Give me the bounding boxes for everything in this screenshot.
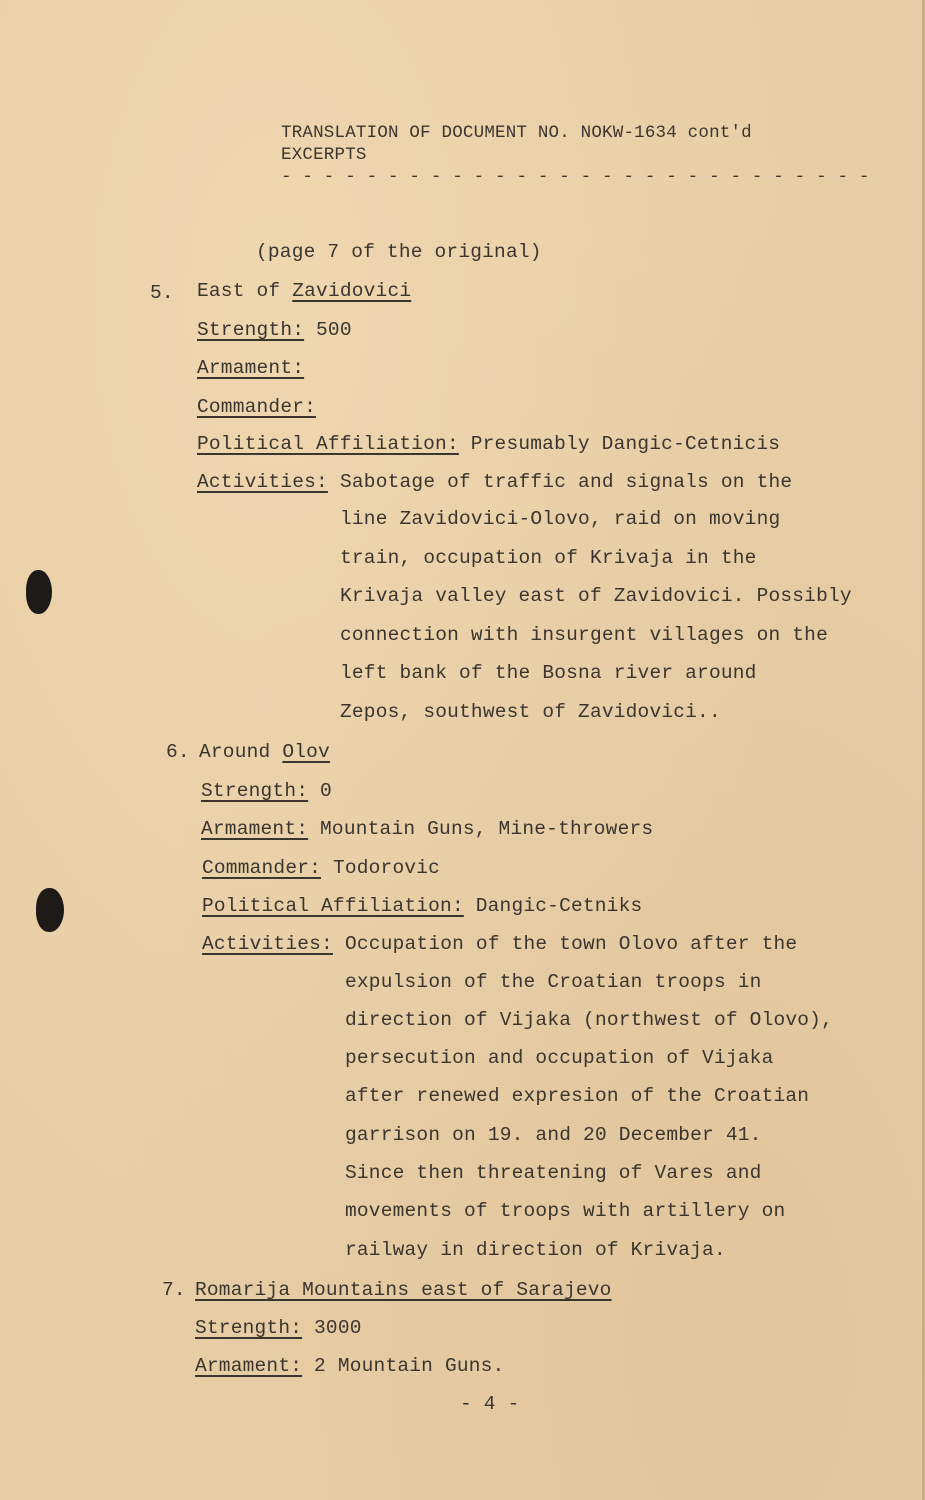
strength-value: 500 — [316, 319, 352, 341]
section-6-number: 6. — [166, 741, 190, 763]
commander-value: Todorovic — [332, 857, 441, 879]
title-prefix: Around — [199, 741, 271, 763]
header-rule: - - - - - - - - - - - - - - - - - - - - - - - - - - - - — [281, 167, 870, 187]
document-subtitle: EXCERPTS — [281, 145, 367, 165]
section-5-armament — [197, 357, 304, 379]
activity-line: direction of Vijaka (northwest of Olovo), — [345, 1009, 833, 1031]
strength-label: Strength: — [197, 319, 305, 341]
strength-value: 3000 — [314, 1317, 362, 1339]
armament-label: Armament: — [197, 357, 305, 379]
activity-line: connection with insurgent villages on the — [340, 624, 828, 646]
section-7-strength — [195, 1317, 362, 1339]
activity-line: train, occupation of Krivaja in the — [340, 547, 757, 569]
section-6-title — [199, 741, 330, 763]
activity-line: Sabotage of traffic and signals on the — [340, 471, 793, 493]
commander-label: Commander: — [202, 857, 322, 879]
armament-label: Armament: — [195, 1355, 303, 1377]
activity-line: movements of troops with artillery on — [345, 1200, 786, 1222]
armament-value: 2 Mountain Guns. — [314, 1355, 505, 1377]
section-7-number: 7. — [162, 1279, 186, 1301]
strength-value: 0 — [320, 780, 332, 802]
commander-label: Commander: — [197, 396, 317, 418]
page-reference: (page 7 of the original) — [256, 241, 542, 263]
title-place: Olov — [282, 741, 330, 763]
punch-hole-top — [26, 570, 52, 614]
affiliation-label: Political Affiliation: — [202, 895, 464, 917]
activity-line: Since then threatening of Vares and — [345, 1162, 762, 1184]
strength-label: Strength: — [201, 780, 309, 802]
armament-label: Armament: — [201, 818, 309, 840]
title-prefix: East of — [197, 280, 281, 302]
affiliation-label: Political Affiliation: — [197, 433, 459, 455]
section-5-title — [197, 280, 411, 302]
activity-line: garrison on 19. and 20 December 41. — [345, 1124, 762, 1146]
section-6-activities-label — [202, 933, 333, 955]
section-6-affiliation — [202, 895, 642, 917]
section-5-strength — [197, 319, 352, 341]
affiliation-value: Presumably Dangic-Cetnicis — [470, 433, 781, 455]
section-5-activities-label — [197, 471, 328, 493]
activity-line: Zepos, southwest of Zavidovici.. — [340, 701, 721, 723]
activities-label: Activities: — [197, 471, 328, 493]
activities-label: Activities: — [202, 933, 333, 955]
page-number: - 4 - — [460, 1393, 520, 1415]
punch-hole-bottom — [36, 888, 64, 932]
activity-line: Occupation of the town Olovo after the — [345, 933, 798, 955]
section-5-number: 5. — [150, 282, 174, 304]
affiliation-value: Dangic-Cetniks — [475, 895, 643, 917]
document-title: TRANSLATION OF DOCUMENT NO. NOKW-1634 cont'd — [281, 123, 752, 143]
section-7-armament — [195, 1355, 504, 1377]
activity-line: expulsion of the Croatian troops in — [345, 971, 762, 993]
activity-line: railway in direction of Krivaja. — [345, 1239, 726, 1261]
activity-line: persecution and occupation of Vijaka — [345, 1047, 774, 1069]
section-6-armament — [201, 818, 653, 840]
section-6-strength — [201, 780, 332, 802]
section-7-title: Romarija Mountains east of Sarajevo — [195, 1279, 612, 1301]
section-5-commander — [197, 396, 316, 418]
section-5-affiliation — [197, 433, 780, 455]
activity-line: after renewed expresion of the Croatian — [345, 1085, 810, 1107]
activity-line: line Zavidovici-Olovo, raid on moving — [340, 508, 781, 530]
activity-line: Krivaja valley east of Zavidovici. Possibly — [340, 585, 852, 607]
strength-label: Strength: — [195, 1317, 303, 1339]
section-6-commander — [202, 857, 440, 879]
title-place: Zavidovici — [292, 280, 412, 302]
armament-value: Mountain Guns, Mine-throwers — [320, 818, 654, 840]
activity-line: left bank of the Bosna river around — [340, 662, 757, 684]
